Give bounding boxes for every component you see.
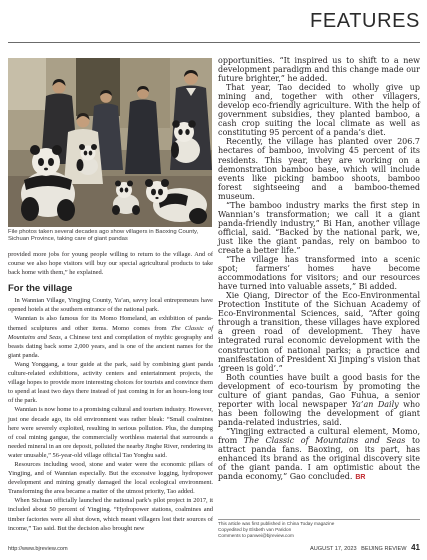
body-text: to attract panda fans. Baoxing, on its part, has enhanced its brand as the original discovery site of the giant panda. I am optimistic about the panda economy,” Gao concluded. [218,435,420,482]
panda-leg [21,197,39,221]
panda-eye-patch [151,189,156,196]
left-paragraphs [8,296,213,532]
body-paragraph [8,360,213,405]
article-left-column [8,250,213,533]
footer-date: AUGUST 17, 2023 [310,546,357,552]
panda-leg [57,199,75,221]
italic-title-text: The Classic of Mountains and Seas [8,324,213,341]
panda-ear [52,145,62,155]
panda-leg [132,205,140,215]
panda-ear [172,120,180,128]
panda-eye-patch [120,188,124,193]
body-paragraph [8,496,213,532]
section-subheading: For the village [8,283,73,295]
panda-nose [155,197,158,199]
body-text: Wannian is now home to a promising cultural and tourism industry. However, just one decade ago, its old environment was rather bleak: “Small coalmines here were severely exploited, resulting in serious pollution. Plus, the dumping of coal mining gangue, the commercially worthless material that surrounds a needed mineral in an ore deposit, polluted the nearby Jinghe River, rendering its water unusable,” 56-year-old village official Tao Yonghu said. [8,406,213,459]
panda-eye-patch [158,189,163,196]
body-text: opportunities. “It inspired us to shift to a new development paradigm and this change made our future brighter,” he added. [218,56,420,84]
article-end-mark: BR [355,474,366,482]
footer-publication: BEIJING REVIEW [361,546,407,552]
panda-villagers-photo [8,58,212,227]
body-paragraph [218,137,420,200]
body-paragraph [218,83,420,137]
panda-eye-patch [38,158,44,166]
article-note [218,521,420,539]
body-text: “Yingjing extracted a cultural element, Momo, from [218,426,420,445]
panda-eye-patch [84,151,88,156]
header-rule [8,42,420,43]
photo-caption: File photos taken several decades ago show villagers in Baoxing County, Sichuan Province, taking care of giant pandas [8,229,199,243]
panda-ear [30,145,40,155]
panda-ear [79,144,85,150]
body-text: In Wannian Village, Yingjing County, Ya’an, savvy local entrepreneurs have opened hotels at the southern entrance of the national park. [8,297,213,314]
panda-ear [115,181,121,187]
italic-title-text: The Classic of Mountains and Seas [243,435,406,445]
body-text: “The bamboo industry marks the first step in Wannian’s transformation; we call it a giant panda-friendly industry,” Bi Han, another village official, said. “Backed by the national park, we, just like the giant pandas, rely on bamboo to create a better life.” [218,200,420,255]
panda-eye-patch [48,158,54,166]
body-text: who has been following the development of giant panda-related industries, said. [218,399,421,427]
body-paragraph [218,255,420,291]
note-line-publication: This article was first published in China Today magazine [218,521,335,526]
body-text: Both counties have built a good basis for the development of eco-tourism by promoting the culture of giant pandas, Gao Fuhua, a senior reporter with local newspaper [218,372,420,409]
right-paragraphs [218,83,420,482]
body-text: provided more jobs for young people willing to return to the village. And of course we also hope visitors will buy our special agricultural products to take back home with them,” he explained. [8,251,213,277]
body-text: Recently, the village has planted over 206.7 hectares of bamboo, involving 45 percent of its residents. This year, they are working on a demonstration bamboo base, which will include events like picking bamboo shoots, bamboo forest sightseeing and a bamboo-themed museum. [218,137,420,201]
body-text: Wannian is also famous for its Momo Homeland, an exhibition of panda-themed sculptures and other items. Momo comes from [8,315,213,332]
villager-jacket [125,100,161,175]
note-line-copyeditor: Copyedited by Elsbeth van Paridon [218,527,292,532]
page-number: 41 [411,543,420,552]
article-right-column [218,56,420,482]
body-paragraph [8,405,213,460]
body-paragraph [218,201,420,255]
footer-issue-info [310,543,420,554]
panda-arm [77,159,84,171]
body-paragraph [218,291,420,372]
body-text: Resources including wood, stone and water were the economic pillars of Yingjing, and of Wannian especially. But the excessive logging, hydropower development and mining greatly damaged the local ecological environment. Transforming the area became a matter of the utmost priority, Tao added. [8,460,213,496]
italic-title-text: Ya’an Daily [351,399,399,409]
photo-window-light [8,58,46,110]
body-text: “The village has transformed into a scenic spot; farmers’ homes have become accommodations for visitors; and our resources have turned into valuable assets,” Bi added. [218,255,420,292]
panda-eye-patch [178,129,182,135]
continued-paragraph [8,250,213,277]
body-text: Xie Qiang, Director of the Eco-Environmental Protection Institute of the Sichuan Academy of Eco-Environmental Sciences, said, “After going through a transition, these villages have explored a green road of development. They have integrated rural economic development with the construction of national parks; a practice and manifestation of President Xi Jinping’s vision that ‘green is gold’.” [218,291,420,373]
body-text: Wang Yonggang, a tour guide at the park, said by combining giant panda culture-related exhibitions, activity centers and entertainment projects, the village hopes to provide more interesting choices for tourists and convince them to spend at least two days there instead of just coming in for an hours-long tour of the park. [8,360,213,405]
panda-ear [145,179,153,187]
continued-paragraph [218,56,420,83]
body-text: , a Chinese text and compilation of mythic geography and beasts dating back some 2,000 years, and is one of the ancient names for the giant panda. [8,333,213,359]
panda-leg [112,205,120,215]
body-paragraph [8,296,213,314]
panda-cub-held-center [77,144,99,175]
panda-eye-patch [185,129,189,135]
panda-ear [127,181,133,187]
panda-nose [44,168,48,171]
body-text: When Sichuan officially launched the national park’s pilot project in 2017, it included about 50 percent of Yingjing. “Hydropower stations, coalmines and timber factories were all shut down, which meant villagers lost their sources of income,” Tao said. But the decision also brought new [8,497,213,532]
panda-arm [171,142,179,158]
panda-ear [161,179,169,187]
footer-website: http://www.bjreview.com [8,546,68,552]
body-paragraph [8,314,213,359]
panda-eye-patch [125,188,129,193]
body-paragraph [218,373,420,427]
body-paragraph [8,460,213,496]
panda-ear [91,144,97,150]
body-paragraph [218,427,420,482]
panda-leg [189,208,207,224]
panda-eye-patch [89,151,93,156]
panda-ear [188,120,196,128]
note-line-comments: Comments to panwei@bjreview.com [218,533,294,538]
body-text: That year, Tao decided to wholly give up mining and, together with other villagers, develop eco-friendly agriculture. With the help of government subsidies, they planted bamboo, a cash crop suiting the local climate as well as constituting 95 percent of a panda’s diet. [218,83,420,138]
section-title: FEATURES [310,10,420,32]
note-divider [218,519,420,520]
